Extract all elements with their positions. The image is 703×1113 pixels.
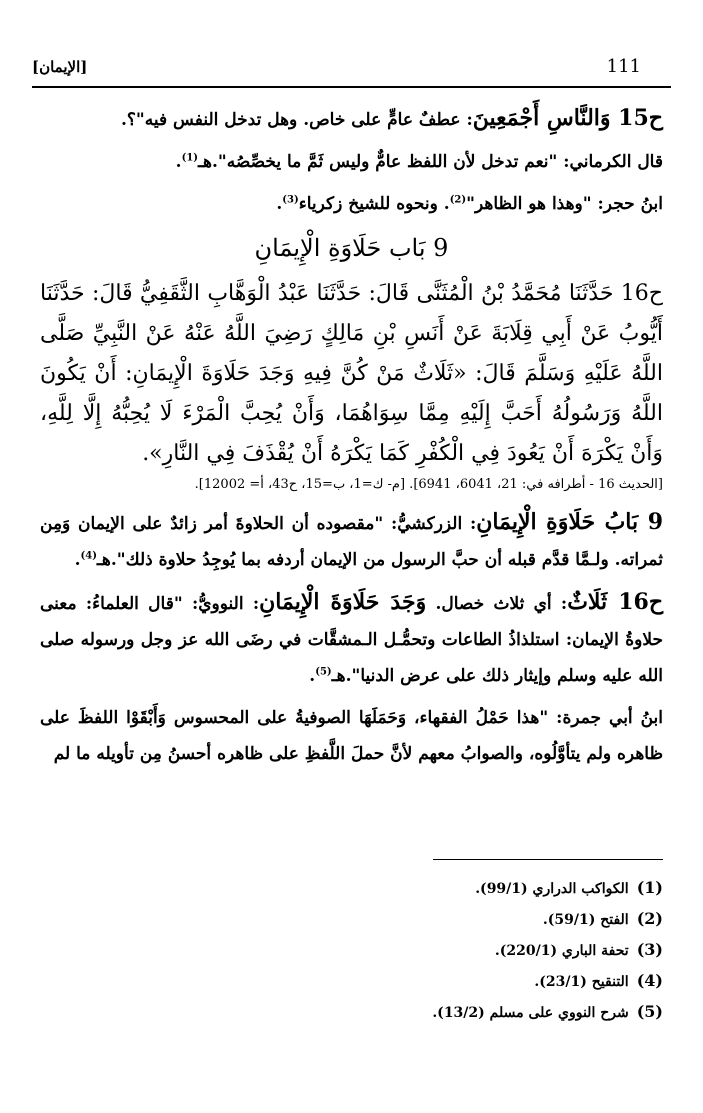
paragraph-tail: . [175, 152, 182, 172]
footnote-ref[interactable]: (4) [80, 550, 97, 562]
footnote-item [40, 934, 663, 965]
paragraph-text: : عطفٌ عامٍّ على خاص. وهل تدخل النفس فيه"؟. [120, 110, 473, 130]
footnote-item [40, 965, 663, 996]
footnote-text: تحفة الباري (220/1). [494, 943, 629, 959]
paragraph-hadith-15-note [40, 100, 663, 138]
paragraph-tail: . [74, 550, 81, 570]
footnote-separator [433, 859, 663, 860]
chapter-title: 9 بَاب حَلَاوَةِ الْإِيمَانِ [254, 234, 449, 262]
footnote-ref[interactable]: (3) [282, 194, 299, 206]
hadith-cross-reference: [الحديث 16 - أطرافه في: 21، 6041، 6941]. [م- ك=1، ب=15، ح43، أ= 12002]. [194, 477, 663, 492]
paragraph-kirmani [40, 144, 663, 180]
lemma-heading: 9 بَابُ حَلَاوَةِ الْإِيمَانِ [476, 509, 663, 535]
paragraph-text: : أي ثلاث خصال. [426, 594, 568, 614]
hadith-text: ح16 حَدَّثَنَا مُحَمَّدُ بْنُ الْمُثَنَّى قَالَ: حَدَّثَنَا عَبْدُ الْوَهَّابِ الثَّقَفِيُّ قَالَ: حَدَّثَنَا أَيُّوبُ عَنْ أَبِي قِلَابَةَ عَنْ أَنَسِ بْنِ مَالِكٍ رَضِيَ اللَّهُ عَنْهُ عَنْ النَّبِيِّ صَلَّى اللَّهُ عَلَيْهِ وَسَلَّمَ قَالَ: «ثَلَاثٌ مَنْ كُنَّ فِيهِ وَجَدَ حَلَاوَةَ الْإِيمَانِ: أَنْ يَكُونَ اللَّهُ وَرَسُولُهُ أَحَبَّ إِلَيْهِ مِمَّا سِوَاهُمَا، وَأَنْ يُحِبَّ الْمَرْءَ لَا يُحِبُّهُ إِلَّا لِلَّهِ، وَأَنْ يَكْرَهَ أَنْ يَعُودَ فِي الْكُفْرِ كَمَا يَكْرَهُ أَنْ يُقْذَفَ فِي النَّارِ». [40, 281, 663, 466]
footnote-ref[interactable]: (1) [181, 152, 199, 164]
footnote-number: (3) [636, 940, 663, 959]
lemma-heading: ح16 ثَلَاثٌ [567, 589, 664, 615]
paragraph-ibn-abi-jamra [40, 700, 663, 772]
footnote-number: (2) [636, 909, 663, 928]
paragraph-text: : النوويُّ: "قال العلماءُ: معنى حلاوةُ الإيمان: استلذاذُ الطاعات وتحمُّـل الـمشقَّات في رضَى الله عز وجل ورسوله صلى الله عليه وسلم وإيثار ذلك على عرض الدنيا".هـ [40, 594, 663, 686]
body-text [40, 100, 663, 778]
paragraph-tail: . ونحوه للشيخ زكرياء [298, 194, 450, 214]
footnote-item [40, 872, 663, 903]
footnote-number: (1) [636, 878, 663, 897]
paragraph-text: قال الكرماني: "نعم تدخل لأن اللفظ عامٌّ وليس ثَمَّ ما يخصِّصُه".هـ [198, 152, 663, 172]
footnote-text: التنقيح (23/1). [534, 974, 629, 990]
footnote-item [40, 996, 663, 1027]
page-number: 111 [606, 56, 641, 77]
footnote-ref[interactable]: (2) [449, 194, 467, 206]
paragraph-tail: . [276, 194, 283, 214]
page-header [32, 52, 671, 88]
paragraph-text: ابنُ أبي جمرة: "هذا حَمْلُ الفقهاء، وَحَمَلَهَا الصوفيةُ على المحسوس وَأَبْقَوْا اللفظَ على ظاهره ولم يتأوَّلُوه، والصوابُ معهم لأنَّ حملَ اللَّفظِ على ظاهره أحسنُ مِن تأويله ما لم [40, 708, 663, 764]
footnote-number: (5) [636, 1002, 663, 1021]
paragraph-text: : الزركشيُّ: "مقصوده أن الحلاوةَ أمر زائدٌ على الإيمان وَمِن ثمراته. ولـمَّا قدَّم قبله أن حبَّ الرسول من الإيمان أردفه بما يُوجِدُ حلاوة ذلك".هـ [40, 514, 663, 570]
footnote-ref[interactable]: (5) [315, 666, 332, 678]
paragraph-zarkashi [40, 504, 663, 578]
footnote-text: الفتح (59/1). [542, 912, 629, 928]
running-head: [الإيمان] [32, 58, 88, 76]
footnotes [40, 872, 663, 1027]
lemma-heading: وَجَدَ حَلَاوَةَ الْإِيمَانِ [259, 589, 427, 615]
footnote-text: الكواكب الدراري (99/1). [475, 881, 629, 897]
footnote-item [40, 903, 663, 934]
footnote-number: (4) [636, 971, 663, 990]
paragraph-nawawi [40, 584, 663, 694]
paragraph-ibn-hajar [40, 186, 663, 222]
paragraph-text: ابنُ حجر: "وهذا هو الظاهر" [466, 194, 663, 214]
lemma-heading: ح15 وَالنَّاسِ أَجْمَعِينَ [472, 105, 663, 131]
footnote-text: شرح النووي على مسلم (13/2). [432, 1005, 629, 1021]
paragraph-tail: . [309, 666, 316, 686]
